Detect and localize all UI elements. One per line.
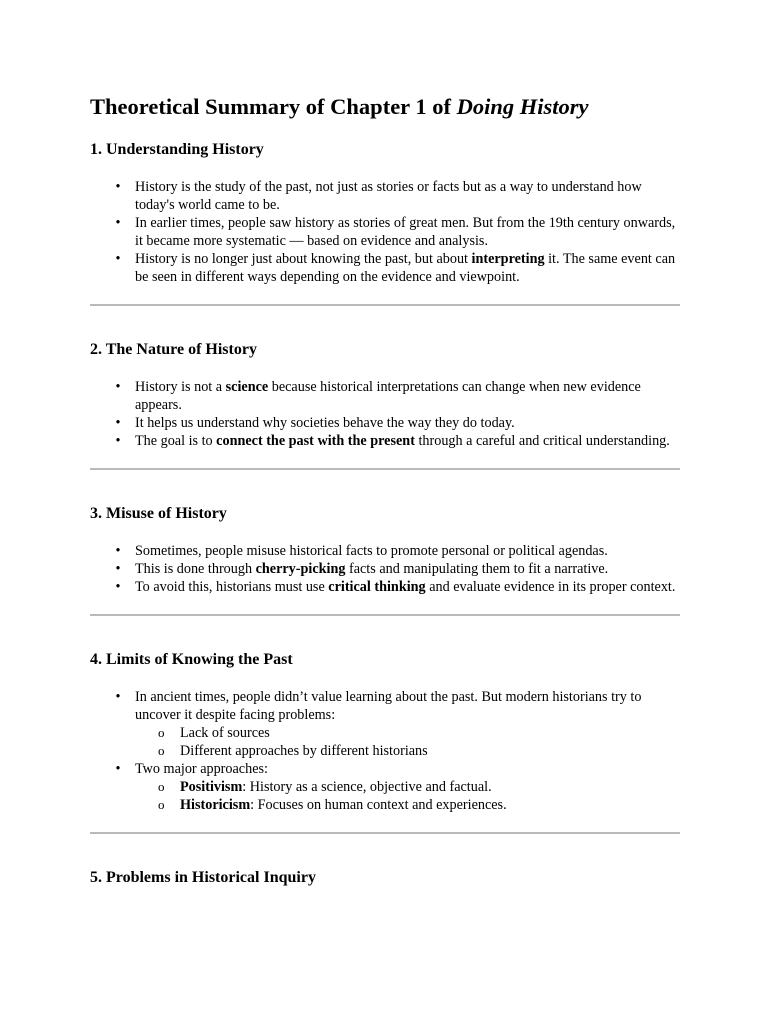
bullet-list <box>90 688 680 814</box>
bold-text: Historicism <box>180 797 251 813</box>
list-item <box>90 760 680 814</box>
bullet-marker: • <box>115 215 121 231</box>
sub-bullet-marker: o <box>158 725 165 740</box>
title-prefix: Theoretical Summary of Chapter 1 of <box>90 94 457 119</box>
section-divider <box>90 468 680 470</box>
section-heading: 2. The Nature of History <box>90 341 257 358</box>
document-content <box>90 92 680 888</box>
bullet-marker: • <box>115 179 121 195</box>
text-run: History is no longer just about knowing the past, but about <box>135 251 472 267</box>
text-run: In earlier times, people saw history as stories of great men. But from the 19th century onwards, it became more systematic — based on evidence and analysis. <box>135 215 676 249</box>
text-run: The goal is to <box>135 433 217 449</box>
bold-text: science <box>225 379 269 395</box>
text-run: Sometimes, people misuse historical facts to promote personal or political agendas. <box>135 543 608 559</box>
bullet-marker: • <box>115 251 121 267</box>
list-item <box>90 432 680 450</box>
text-run: : History as a science, objective and factual. <box>242 779 492 795</box>
list-item <box>90 250 680 286</box>
sub-bullet-list <box>135 778 680 814</box>
section-heading: 1. Understanding History <box>90 141 264 158</box>
text-run: To avoid this, historians must use <box>135 579 329 595</box>
section-divider <box>90 614 680 616</box>
section-heading: 3. Misuse of History <box>90 505 227 522</box>
bullet-marker: • <box>115 415 121 431</box>
section-divider <box>90 832 680 834</box>
bullet-marker: • <box>115 689 121 705</box>
text-run: because historical interpretations can change when new evidence appears. <box>135 379 641 413</box>
bullet-marker: • <box>115 379 121 395</box>
text-run: and evaluate evidence in its proper context. <box>425 579 676 595</box>
bold-text: connect the past with the present <box>216 433 415 449</box>
sub-bullet-marker: o <box>158 797 165 812</box>
list-item <box>90 178 680 214</box>
sub-list-item <box>135 724 680 742</box>
bullet-marker: • <box>115 579 121 595</box>
section-divider <box>90 304 680 306</box>
list-item <box>90 378 680 414</box>
bold-text: cherry-picking <box>255 561 346 577</box>
text-run: Two major approaches: <box>135 761 268 777</box>
sub-bullet-marker: o <box>158 743 165 758</box>
text-run: In ancient times, people didn’t value learning about the past. But modern historians try to uncover it despite facing problems: <box>135 689 642 723</box>
text-run: Different approaches by different historians <box>180 743 428 759</box>
list-item <box>90 542 680 560</box>
list-item <box>90 560 680 578</box>
bullet-list <box>90 542 680 596</box>
text-run: History is the study of the past, not just as stories or facts but as a way to understand how today's world came to be. <box>135 179 642 213</box>
list-item <box>90 414 680 432</box>
sub-bullet-marker: o <box>158 779 165 794</box>
bullet-list <box>90 378 680 450</box>
text-run: it. The same event can be seen in different ways depending on the evidence and viewpoint. <box>135 251 676 285</box>
bold-text: critical thinking <box>328 579 426 595</box>
title-italic-book-name: Doing History <box>456 94 589 119</box>
bullet-marker: • <box>115 561 121 577</box>
page-title <box>90 92 680 122</box>
text-run: This is done through <box>135 561 256 577</box>
sections-container <box>90 140 680 888</box>
sub-list-item <box>135 742 680 760</box>
list-item <box>90 214 680 250</box>
list-item <box>90 688 680 760</box>
text-run: History is not a <box>135 379 226 395</box>
bullet-list <box>90 178 680 286</box>
bullet-marker: • <box>115 543 121 559</box>
bullet-marker: • <box>115 761 121 777</box>
section-heading: 4. Limits of Knowing the Past <box>90 651 293 668</box>
section-heading: 5. Problems in Historical Inquiry <box>90 869 316 886</box>
bullet-marker: • <box>115 433 121 449</box>
sub-bullet-list <box>135 724 680 760</box>
bold-text: interpreting <box>471 251 545 267</box>
text-run: facts and manipulating them to fit a narrative. <box>345 561 609 577</box>
sub-list-item <box>135 778 680 796</box>
list-item <box>90 578 680 596</box>
text-run: Lack of sources <box>180 725 270 741</box>
text-run: : Focuses on human context and experiences. <box>250 797 507 813</box>
text-run: through a careful and critical understanding. <box>414 433 670 449</box>
bold-text: Positivism <box>180 779 243 795</box>
text-run: It helps us understand why societies behave the way they do today. <box>135 415 515 431</box>
sub-list-item <box>135 796 680 814</box>
